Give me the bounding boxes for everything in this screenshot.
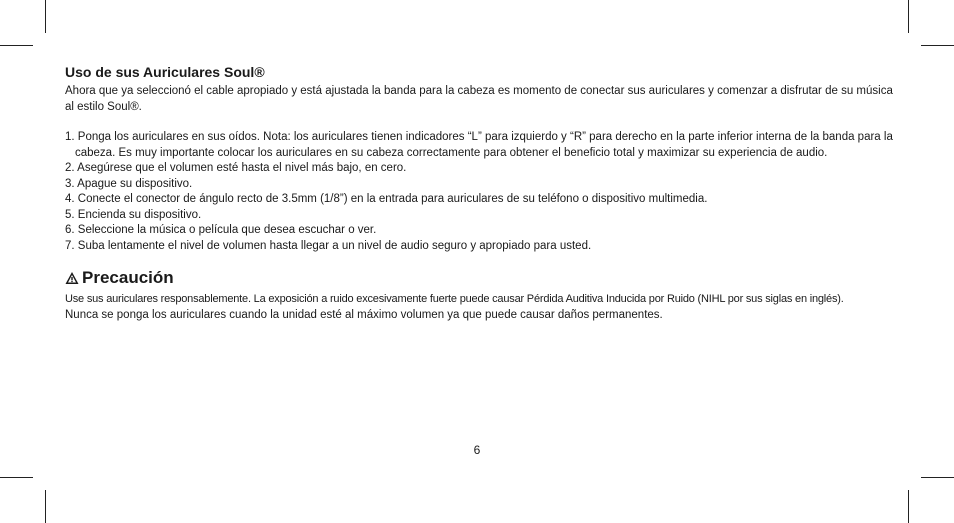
step-item: 3. Apague su dispositivo. <box>65 177 193 190</box>
caution-text-line2: Nunca se ponga los auriculares cuando la unidad esté al máximo volumen ya que puede causar daños permanentes. <box>65 309 663 321</box>
crop-mark-bottom-left-vertical <box>45 490 46 523</box>
intro-paragraph: Ahora que ya seleccionó el cable apropiado y está ajustada la banda para la cabeza es momento de conectar sus auriculares y comenzar a disfrutar de su música al estilo Soul®. <box>65 85 893 113</box>
crop-mark-top-left-vertical <box>45 0 46 33</box>
page-content <box>65 64 895 323</box>
caution-heading <box>65 266 895 290</box>
warning-triangle-icon <box>65 271 79 285</box>
crop-mark-bottom-left-horizontal <box>0 477 33 478</box>
crop-mark-bottom-right-horizontal <box>921 477 954 478</box>
section-title: Uso de sus Auriculares Soul® <box>65 64 265 80</box>
steps-list <box>65 130 895 254</box>
page-number: 6 <box>473 443 481 457</box>
step-item: 5. Encienda su dispositivo. <box>65 208 202 221</box>
step-item: 2. Asegúrese que el volumen esté hasta el nivel más bajo, en cero. <box>65 162 407 174</box>
caution-text-line1: Use sus auriculares responsablemente. La exposición a ruido excesivamente fuerte puede causar Pérdida Auditiva Inducida por Ruido (NIHL por sus siglas en inglés). <box>65 293 844 305</box>
step-item: 4. Conecte el conector de ángulo recto de 3.5mm (1/8”) en la entrada para auriculares de su teléfono o dispositivo multimedia. <box>65 193 708 205</box>
step-item: 6. Seleccione la música o película que desea escuchar o ver. <box>65 224 377 236</box>
crop-mark-top-right-vertical <box>908 0 909 33</box>
step-item: 1. Ponga los auriculares en sus oídos. Nota: los auriculares tienen indicadores “L” para izquierdo y “R” para derecho en la parte inferior interna de la banda para la cabeza. Es muy importante colocar los auriculares en su cabeza correctamente para obtener el beneficio total y maximizar su experiencia de audio. <box>65 131 893 159</box>
caution-title: Precaución <box>82 268 174 287</box>
step-item: 7. Suba lentamente el nivel de volumen hasta llegar a un nivel de audio seguro y apropiado para usted. <box>65 239 592 252</box>
crop-mark-top-left-horizontal <box>0 45 33 46</box>
crop-mark-bottom-right-vertical <box>908 490 909 523</box>
crop-mark-top-right-horizontal <box>921 45 954 46</box>
